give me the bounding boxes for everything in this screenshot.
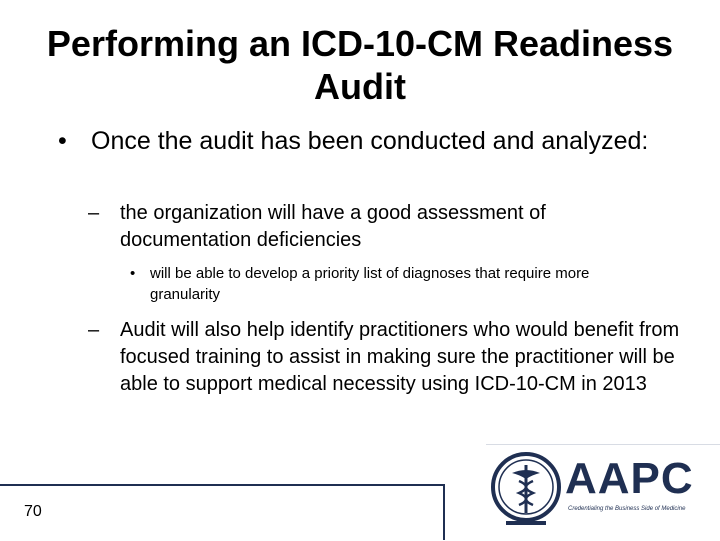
sub-bullet-marker: –: [88, 202, 100, 224]
page-number: 70: [24, 503, 42, 520]
slide-title: Performing an ICD-10-CM Readiness Audit: [46, 23, 674, 107]
aapc-logo: [486, 444, 720, 541]
sub-sub-bullet-text: will be able to develop a priority list of diagnoses that require more granularity: [150, 265, 590, 303]
caduceus-emblem-icon: [486, 445, 566, 541]
bullet-marker: •: [58, 127, 67, 155]
sub-bullet-text: Audit will also help identify practitioners who would benefit from focused training to assist in making sure the practitioner will be able to support medical necessity using ICD-10-CM in 2013: [120, 319, 680, 395]
logo-wordmark: AAPC: [565, 454, 694, 503]
bullet-item: [58, 126, 658, 157]
sub-sub-bullet-item: [130, 263, 650, 305]
sub-bullet-marker: –: [88, 319, 100, 341]
logo-tagline: Credentialing the Business Side of Medicine: [568, 506, 686, 512]
sub-bullet-item: [88, 317, 688, 398]
bullet-text: Once the audit has been conducted and analyzed:: [91, 127, 649, 155]
sub-bullet-text: the organization will have a good assessment of documentation deficiencies: [120, 202, 546, 251]
sub-sub-bullet-marker: •: [130, 265, 136, 282]
footer-bar: [0, 484, 445, 540]
sub-bullet-item: [88, 200, 658, 254]
